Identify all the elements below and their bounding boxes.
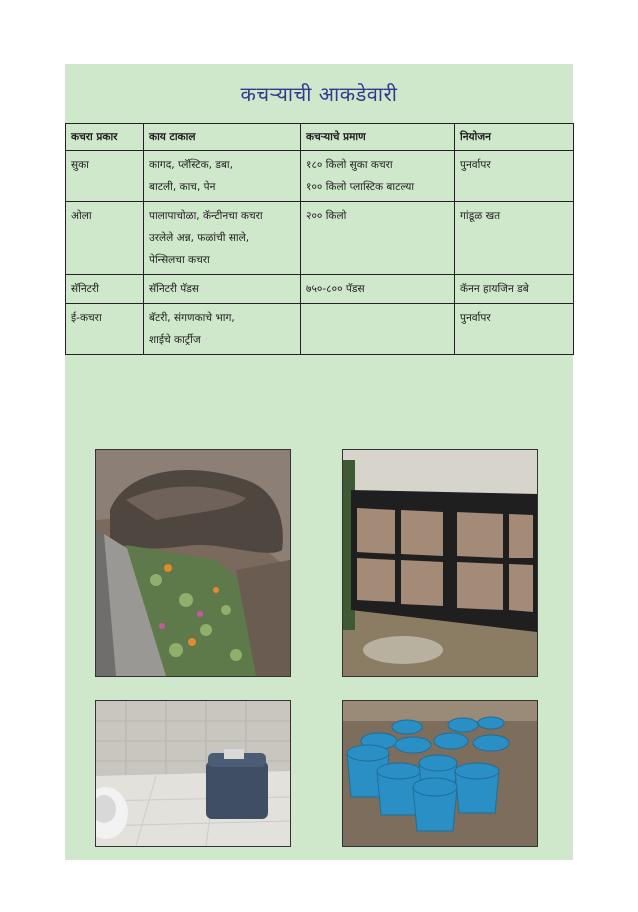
cell-type: ई-कचरा <box>66 304 144 355</box>
cell-line: उरलेले अन्न, फळांची साले, <box>149 232 250 244</box>
header-what-to-dispose: काय टाकाल <box>144 124 301 151</box>
cell-items <box>144 151 301 202</box>
cell-line: १८० किलो सुका कचरा <box>306 159 393 171</box>
cell-line: बाटली, काच, पेन <box>149 181 216 193</box>
cell-items <box>144 202 301 275</box>
cell-type: सुका <box>66 151 144 202</box>
table-row <box>66 202 574 275</box>
cell-quantity <box>301 304 455 355</box>
cell-line: पालापाचोळा, कॅन्टीनचा कचरा <box>149 210 263 222</box>
header-quantity: कचऱ्याचे प्रमाण <box>301 124 455 151</box>
sanitary-bin-photo <box>95 700 291 847</box>
cell-line: ७५०-८०० पॅडस <box>306 283 365 295</box>
page-title: कचऱ्याची आकडेवारी <box>240 82 398 106</box>
compost-bins-photo <box>342 449 538 677</box>
table-row <box>66 304 574 355</box>
cell-line: पेन्सिलचा कचरा <box>149 254 210 266</box>
cell-type: सॅनिटरी <box>66 275 144 304</box>
cell-plan: कॅनन हायजिन डबे <box>455 275 574 304</box>
table-header-row <box>66 124 574 151</box>
header-waste-type: कचरा प्रकार <box>66 124 144 151</box>
cell-plan: गांडूळ खत <box>455 202 574 275</box>
cell-plan: पुनर्वापर <box>455 151 574 202</box>
cell-line: कागद, प्लॅस्टिक, डबा, <box>149 159 233 171</box>
table-row <box>66 275 574 304</box>
blue-buckets-photo <box>342 700 538 847</box>
cell-line: बॅटरी, संगणकाचे भाग, <box>149 312 235 324</box>
cell-quantity <box>301 275 455 304</box>
compost-pit-photo <box>95 449 291 677</box>
cell-line: २०० किलो <box>306 210 347 222</box>
cell-line: सॅनिटरी पॅडस <box>149 283 199 295</box>
cell-items <box>144 275 301 304</box>
cell-line: शाईचे कार्ट्रीज <box>149 334 201 346</box>
cell-plan: पुनर्वापर <box>455 304 574 355</box>
table-row <box>66 151 574 202</box>
cell-quantity <box>301 202 455 275</box>
waste-table <box>65 123 574 355</box>
cell-quantity <box>301 151 455 202</box>
cell-type: ओला <box>66 202 144 275</box>
header-plan: नियोजन <box>455 124 574 151</box>
cell-items <box>144 304 301 355</box>
cell-line: १०० किलो प्लास्टिक बाटल्या <box>306 181 415 193</box>
